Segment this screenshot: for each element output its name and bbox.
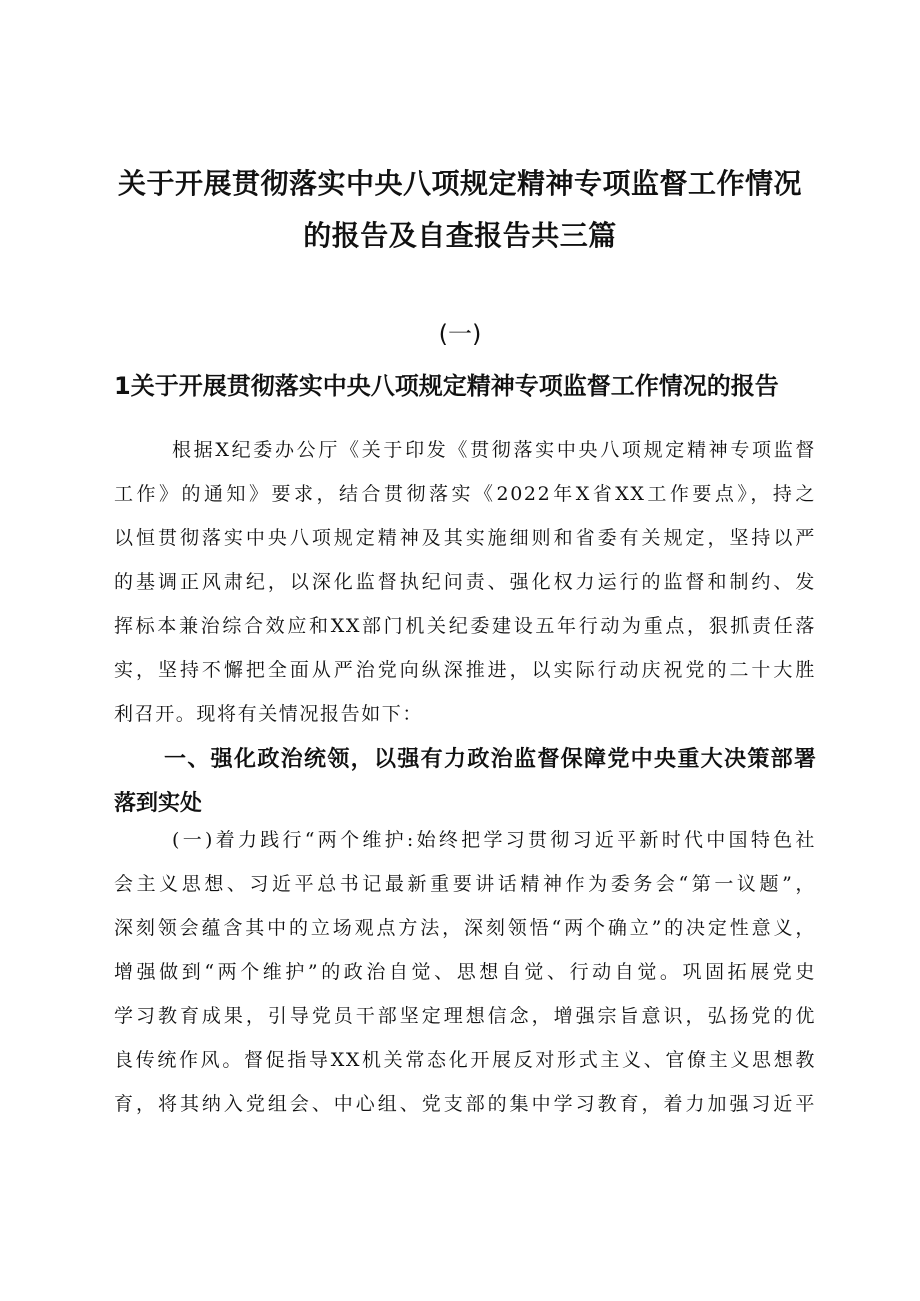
paragraph-line: 利召开。现将有关情况报告如下： xyxy=(114,703,424,725)
paragraph-line: 会主义思想、习近平总书记最新重要讲话精神作为委务会“第一议题”， xyxy=(114,873,816,895)
heading-line: 落到实处 xyxy=(114,791,203,816)
title-line-1: 关于开展贯彻落实中央八项规定精神专项监督工作情况 xyxy=(117,167,802,200)
paragraph-line: 的基调正风肃纪，以深化监督执纪问责、强化权力运行的监督和制约、发 xyxy=(114,571,816,593)
report-subtitle: 1关于开展贯彻落实中央八项规定精神专项监督工作情况的报告 xyxy=(114,372,779,400)
paragraph-line: 增强做到“两个维护”的政治自觉、思想自觉、行动自觉。巩固拓展党史 xyxy=(114,961,816,983)
paragraph-line: (一)着力践行“两个维护:始终把学习贯彻习近平新时代中国特色社 xyxy=(172,829,816,851)
paragraph-line: 工作》的通知》要求，结合贯彻落实《2022年X省XX工作要点》，持之 xyxy=(114,483,816,505)
paragraph-line: 学习教育成果，引导党员干部坚定理想信念，增强宗旨意识，弘扬党的优 xyxy=(114,1005,816,1027)
paragraph-line: 以恒贯彻落实中央八项规定精神及其实施细则和省委有关规定，坚持以严 xyxy=(114,527,816,549)
paragraph-line: 深刻领会蕴含其中的立场观点方法，深刻领悟“两个确立”的决定性意义， xyxy=(114,917,816,939)
paragraph-line: 根据X纪委办公厅《关于印发《贯彻落实中央八项规定精神专项监督 xyxy=(172,439,816,461)
paragraph-line: 实，坚持不懈把全面从严治党向纵深推进，以实际行动庆祝党的二十大胜 xyxy=(114,659,816,681)
title-line-2: 的报告及自查报告共三篇 xyxy=(303,219,617,252)
paragraph-line: 育，将其纳入党组会、中心组、党支部的集中学习教育，着力加强习近平 xyxy=(114,1093,816,1115)
paragraph-line: 挥标本兼治综合效应和XX部门机关纪委建设五年行动为重点，狠抓责任落 xyxy=(114,615,816,637)
section-heading-1 xyxy=(114,738,816,826)
paragraph-two-maintenances xyxy=(114,818,816,1126)
paragraph-intro xyxy=(114,428,816,736)
section-number: (一) xyxy=(438,320,482,348)
heading-line: 一、强化政治统领，以强有力政治监督保障党中央重大决策部署 xyxy=(164,747,816,772)
document-title xyxy=(100,158,820,262)
paragraph-line: 良传统作风。督促指导XX机关常态化开展反对形式主义、官僚主义思想教 xyxy=(114,1049,816,1071)
